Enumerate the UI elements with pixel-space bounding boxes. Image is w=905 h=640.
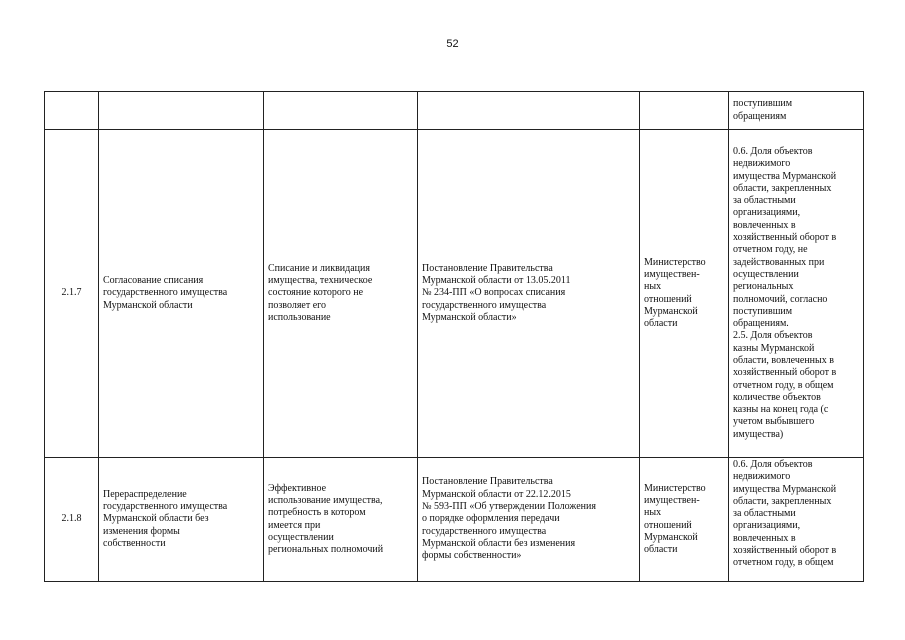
- measures-table: [44, 91, 864, 582]
- executor: [640, 92, 729, 130]
- measure-goal: Эффективное использование имущества, потребность в котором имеется при осуществлении региональных полномочий: [264, 458, 418, 582]
- page-number: 52: [446, 38, 459, 50]
- measure-goal: Списание и ликвидация имущества, техническое состояние которого не позволяет его использование: [264, 130, 418, 458]
- executor: Министерство имуществен- ных отношений Мурманской области: [640, 458, 729, 582]
- measure-name: Согласование списания государственного имущества Мурманской области: [99, 130, 264, 458]
- table-row: [45, 130, 864, 458]
- legal-document: [418, 92, 640, 130]
- indicators: поступившим обращениям: [729, 92, 864, 130]
- executor: Министерство имуществен- ных отношений Мурманской области: [640, 130, 729, 458]
- measure-goal: [264, 92, 418, 130]
- table-row: [45, 458, 864, 582]
- indicators: 0.6. Доля объектов недвижимого имущества Мурманской области, закрепленных за областными организациями, вовлеченных в хозяйственный оборот в отчетном году, в общем: [729, 458, 864, 582]
- row-number: [45, 92, 99, 130]
- legal-document: Постановление Правительства Мурманской области от 22.12.2015 № 593-ПП «Об утверждении Положения о порядке оформления передачи государственного имущества Мурманской области без изменения формы собственности»: [418, 458, 640, 582]
- indicators: 0.6. Доля объектов недвижимого имущества Мурманской области, закрепленных за областными организациями, вовлеченных в хозяйственный оборот в отчетном году, не задействованных при осуществлении региональных полномочий, согласно поступившим обращениям. 2.5. Доля объектов казны Мурманской области, вовлеченных в хозяйственный оборот в отчетном году, в общем количестве объектов казны на конец года (с учетом выбывшего имущества): [729, 130, 864, 458]
- table-row: [45, 92, 864, 130]
- measure-name: [99, 92, 264, 130]
- measure-name: Перераспределение государственного имущества Мурманской области без изменения формы собственности: [99, 458, 264, 582]
- row-number: 2.1.7: [45, 130, 99, 458]
- legal-document: Постановление Правительства Мурманской области от 13.05.2011 № 234-ПП «О вопросах списания государственного имущества Мурманской области»: [418, 130, 640, 458]
- row-number: 2.1.8: [45, 458, 99, 582]
